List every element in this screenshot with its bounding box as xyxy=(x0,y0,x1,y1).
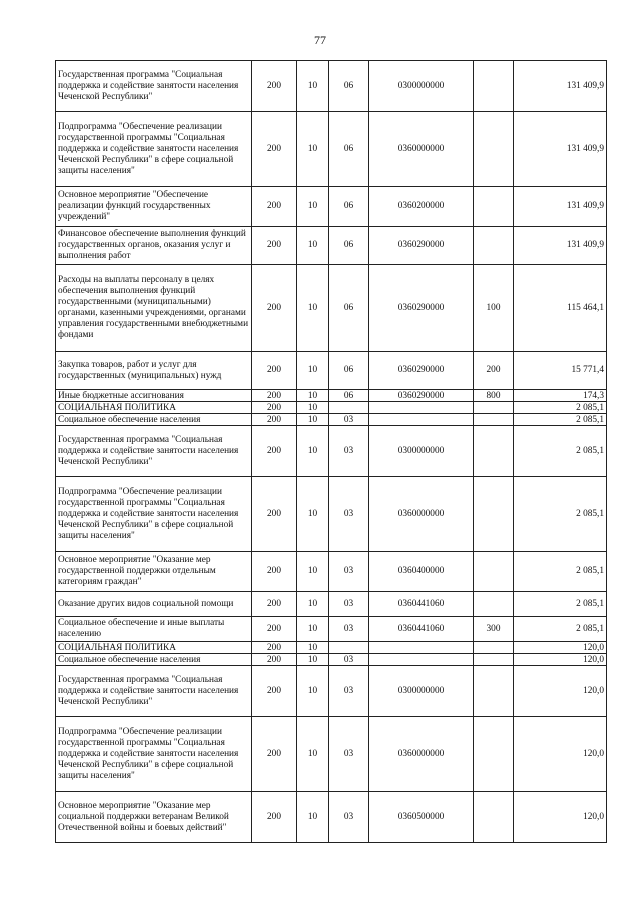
amount-cell: 2 085,1 xyxy=(514,552,607,592)
expense-type-cell: 200 xyxy=(474,352,514,390)
table-row xyxy=(56,592,607,617)
section-code-cell: 10 xyxy=(297,402,329,414)
target-article-cell xyxy=(369,654,474,666)
ministry-code-cell: 200 xyxy=(252,642,297,654)
subsection-code-cell: 03 xyxy=(329,552,369,592)
subsection-code-cell: 06 xyxy=(329,61,369,112)
subsection-code-cell: 03 xyxy=(329,592,369,617)
table-row xyxy=(56,642,607,654)
target-article-cell: 0360500000 xyxy=(369,792,474,843)
section-code-cell: 10 xyxy=(297,552,329,592)
table-row xyxy=(56,414,607,426)
target-article-cell: 0360290000 xyxy=(369,390,474,402)
amount-cell: 2 085,1 xyxy=(514,617,607,642)
subsection-code-cell: 03 xyxy=(329,792,369,843)
amount-cell: 174,3 xyxy=(514,390,607,402)
target-article-cell: 0300000000 xyxy=(369,666,474,717)
table-row xyxy=(56,265,607,352)
expense-type-cell xyxy=(474,592,514,617)
amount-cell: 120,0 xyxy=(514,642,607,654)
table-row xyxy=(56,227,607,265)
row-name-cell: Основное мероприятие "Оказание мер государственной поддержки отдельным категориям граждан" xyxy=(56,552,252,592)
ministry-code-cell: 200 xyxy=(252,617,297,642)
target-article-cell: 0360400000 xyxy=(369,552,474,592)
ministry-code-cell: 200 xyxy=(252,414,297,426)
expense-type-cell xyxy=(474,112,514,187)
subsection-code-cell: 03 xyxy=(329,654,369,666)
subsection-code-cell xyxy=(329,402,369,414)
amount-cell: 120,0 xyxy=(514,654,607,666)
ministry-code-cell: 200 xyxy=(252,265,297,352)
budget-table xyxy=(55,60,607,843)
ministry-code-cell: 200 xyxy=(252,402,297,414)
ministry-code-cell: 200 xyxy=(252,112,297,187)
subsection-code-cell: 03 xyxy=(329,426,369,477)
amount-cell: 2 085,1 xyxy=(514,426,607,477)
target-article-cell: 0360000000 xyxy=(369,112,474,187)
amount-cell: 115 464,1 xyxy=(514,265,607,352)
row-name-cell: СОЦИАЛЬНАЯ ПОЛИТИКА xyxy=(56,642,252,654)
ministry-code-cell: 200 xyxy=(252,61,297,112)
target-article-cell: 0360441060 xyxy=(369,592,474,617)
section-code-cell: 10 xyxy=(297,414,329,426)
table-row xyxy=(56,112,607,187)
table-row xyxy=(56,390,607,402)
table-row xyxy=(56,61,607,112)
table-row xyxy=(56,666,607,717)
target-article-cell: 0360290000 xyxy=(369,227,474,265)
row-name-cell: Оказание других видов социальной помощи xyxy=(56,592,252,617)
expense-type-cell xyxy=(474,552,514,592)
table-row xyxy=(56,402,607,414)
table-row xyxy=(56,617,607,642)
table-row xyxy=(56,352,607,390)
target-article-cell: 0360200000 xyxy=(369,187,474,227)
ministry-code-cell: 200 xyxy=(252,552,297,592)
subsection-code-cell: 06 xyxy=(329,390,369,402)
expense-type-cell xyxy=(474,666,514,717)
expense-type-cell xyxy=(474,414,514,426)
table-row xyxy=(56,552,607,592)
row-name-cell: Социальное обеспечение населения xyxy=(56,414,252,426)
expense-type-cell xyxy=(474,187,514,227)
expense-type-cell xyxy=(474,61,514,112)
table-row xyxy=(56,654,607,666)
amount-cell: 2 085,1 xyxy=(514,414,607,426)
subsection-code-cell: 06 xyxy=(329,352,369,390)
section-code-cell: 10 xyxy=(297,227,329,265)
target-article-cell xyxy=(369,414,474,426)
expense-type-cell xyxy=(474,402,514,414)
subsection-code-cell xyxy=(329,642,369,654)
row-name-cell: Расходы на выплаты персоналу в целях обеспечения выполнения функций государственными (муниципальными) органами, казенными учреждениями, органами управления государственными внебюджетными фондами xyxy=(56,265,252,352)
amount-cell: 120,0 xyxy=(514,666,607,717)
subsection-code-cell: 06 xyxy=(329,112,369,187)
target-article-cell: 0360290000 xyxy=(369,265,474,352)
page-number: 77 xyxy=(314,33,326,47)
row-name-cell: Социальное обеспечение населения xyxy=(56,654,252,666)
expense-type-cell xyxy=(474,477,514,552)
row-name-cell: Финансовое обеспечение выполнения функций государственных органов, оказания услуг и выполнения работ xyxy=(56,227,252,265)
expense-type-cell xyxy=(474,717,514,792)
expense-type-cell xyxy=(474,426,514,477)
section-code-cell: 10 xyxy=(297,717,329,792)
amount-cell: 131 409,9 xyxy=(514,227,607,265)
section-code-cell: 10 xyxy=(297,352,329,390)
subsection-code-cell: 03 xyxy=(329,617,369,642)
section-code-cell: 10 xyxy=(297,187,329,227)
ministry-code-cell: 200 xyxy=(252,352,297,390)
table-row xyxy=(56,717,607,792)
ministry-code-cell: 200 xyxy=(252,227,297,265)
amount-cell: 120,0 xyxy=(514,792,607,843)
amount-cell: 15 771,4 xyxy=(514,352,607,390)
amount-cell: 120,0 xyxy=(514,717,607,792)
section-code-cell: 10 xyxy=(297,792,329,843)
table-row xyxy=(56,477,607,552)
subsection-code-cell: 06 xyxy=(329,227,369,265)
expense-type-cell xyxy=(474,642,514,654)
ministry-code-cell: 200 xyxy=(252,187,297,227)
target-article-cell: 0300000000 xyxy=(369,61,474,112)
row-name-cell: Основное мероприятие "Обеспечение реализации функций государственных учреждений" xyxy=(56,187,252,227)
ministry-code-cell: 200 xyxy=(252,426,297,477)
amount-cell: 131 409,9 xyxy=(514,61,607,112)
row-name-cell: СОЦИАЛЬНАЯ ПОЛИТИКА xyxy=(56,402,252,414)
table-body xyxy=(56,61,607,843)
amount-cell: 2 085,1 xyxy=(514,477,607,552)
expense-type-cell: 300 xyxy=(474,617,514,642)
expense-type-cell xyxy=(474,227,514,265)
subsection-code-cell: 03 xyxy=(329,414,369,426)
expense-type-cell: 100 xyxy=(474,265,514,352)
target-article-cell: 0300000000 xyxy=(369,426,474,477)
section-code-cell: 10 xyxy=(297,112,329,187)
target-article-cell: 0360000000 xyxy=(369,717,474,792)
row-name-cell: Социальное обеспечение и иные выплаты населению xyxy=(56,617,252,642)
subsection-code-cell: 03 xyxy=(329,717,369,792)
section-code-cell: 10 xyxy=(297,426,329,477)
ministry-code-cell: 200 xyxy=(252,390,297,402)
target-article-cell xyxy=(369,642,474,654)
row-name-cell: Подпрограмма "Обеспечение реализации государственной программы "Социальная поддержка и содействие занятости населения Чеченской Республики" в сфере социальной защиты населения" xyxy=(56,717,252,792)
ministry-code-cell: 200 xyxy=(252,654,297,666)
ministry-code-cell: 200 xyxy=(252,477,297,552)
table-row xyxy=(56,792,607,843)
row-name-cell: Иные бюджетные ассигнования xyxy=(56,390,252,402)
row-name-cell: Подпрограмма "Обеспечение реализации государственной программы "Социальная поддержка и содействие занятости населения Чеченской Республики" в сфере социальной защиты населения" xyxy=(56,477,252,552)
section-code-cell: 10 xyxy=(297,592,329,617)
subsection-code-cell: 06 xyxy=(329,187,369,227)
row-name-cell: Государственная программа "Социальная поддержка и содействие занятости населения Чеченской Республики" xyxy=(56,666,252,717)
section-code-cell: 10 xyxy=(297,265,329,352)
table-row xyxy=(56,187,607,227)
section-code-cell: 10 xyxy=(297,477,329,552)
expense-type-cell: 800 xyxy=(474,390,514,402)
ministry-code-cell: 200 xyxy=(252,592,297,617)
section-code-cell: 10 xyxy=(297,642,329,654)
ministry-code-cell: 200 xyxy=(252,666,297,717)
target-article-cell xyxy=(369,402,474,414)
ministry-code-cell: 200 xyxy=(252,717,297,792)
amount-cell: 2 085,1 xyxy=(514,402,607,414)
target-article-cell: 0360290000 xyxy=(369,352,474,390)
expense-type-cell xyxy=(474,792,514,843)
row-name-cell: Закупка товаров, работ и услуг для государственных (муниципальных) нужд xyxy=(56,352,252,390)
subsection-code-cell: 03 xyxy=(329,477,369,552)
target-article-cell: 0360000000 xyxy=(369,477,474,552)
section-code-cell: 10 xyxy=(297,666,329,717)
subsection-code-cell: 06 xyxy=(329,265,369,352)
expense-type-cell xyxy=(474,654,514,666)
amount-cell: 131 409,9 xyxy=(514,112,607,187)
amount-cell: 2 085,1 xyxy=(514,592,607,617)
ministry-code-cell: 200 xyxy=(252,792,297,843)
section-code-cell: 10 xyxy=(297,617,329,642)
amount-cell: 131 409,9 xyxy=(514,187,607,227)
table-row xyxy=(56,426,607,477)
section-code-cell: 10 xyxy=(297,654,329,666)
row-name-cell: Подпрограмма "Обеспечение реализации государственной программы "Социальная поддержка и содействие занятости населения Чеченской Республики" в сфере социальной защиты населения" xyxy=(56,112,252,187)
row-name-cell: Государственная программа "Социальная поддержка и содействие занятости населения Чеченской Республики" xyxy=(56,61,252,112)
row-name-cell: Основное мероприятие "Оказание мер социальной поддержки ветеранам Великой Отечественной войны и боевых действий" xyxy=(56,792,252,843)
section-code-cell: 10 xyxy=(297,390,329,402)
target-article-cell: 0360441060 xyxy=(369,617,474,642)
section-code-cell: 10 xyxy=(297,61,329,112)
subsection-code-cell: 03 xyxy=(329,666,369,717)
row-name-cell: Государственная программа "Социальная поддержка и содействие занятости населения Чеченской Республики" xyxy=(56,426,252,477)
